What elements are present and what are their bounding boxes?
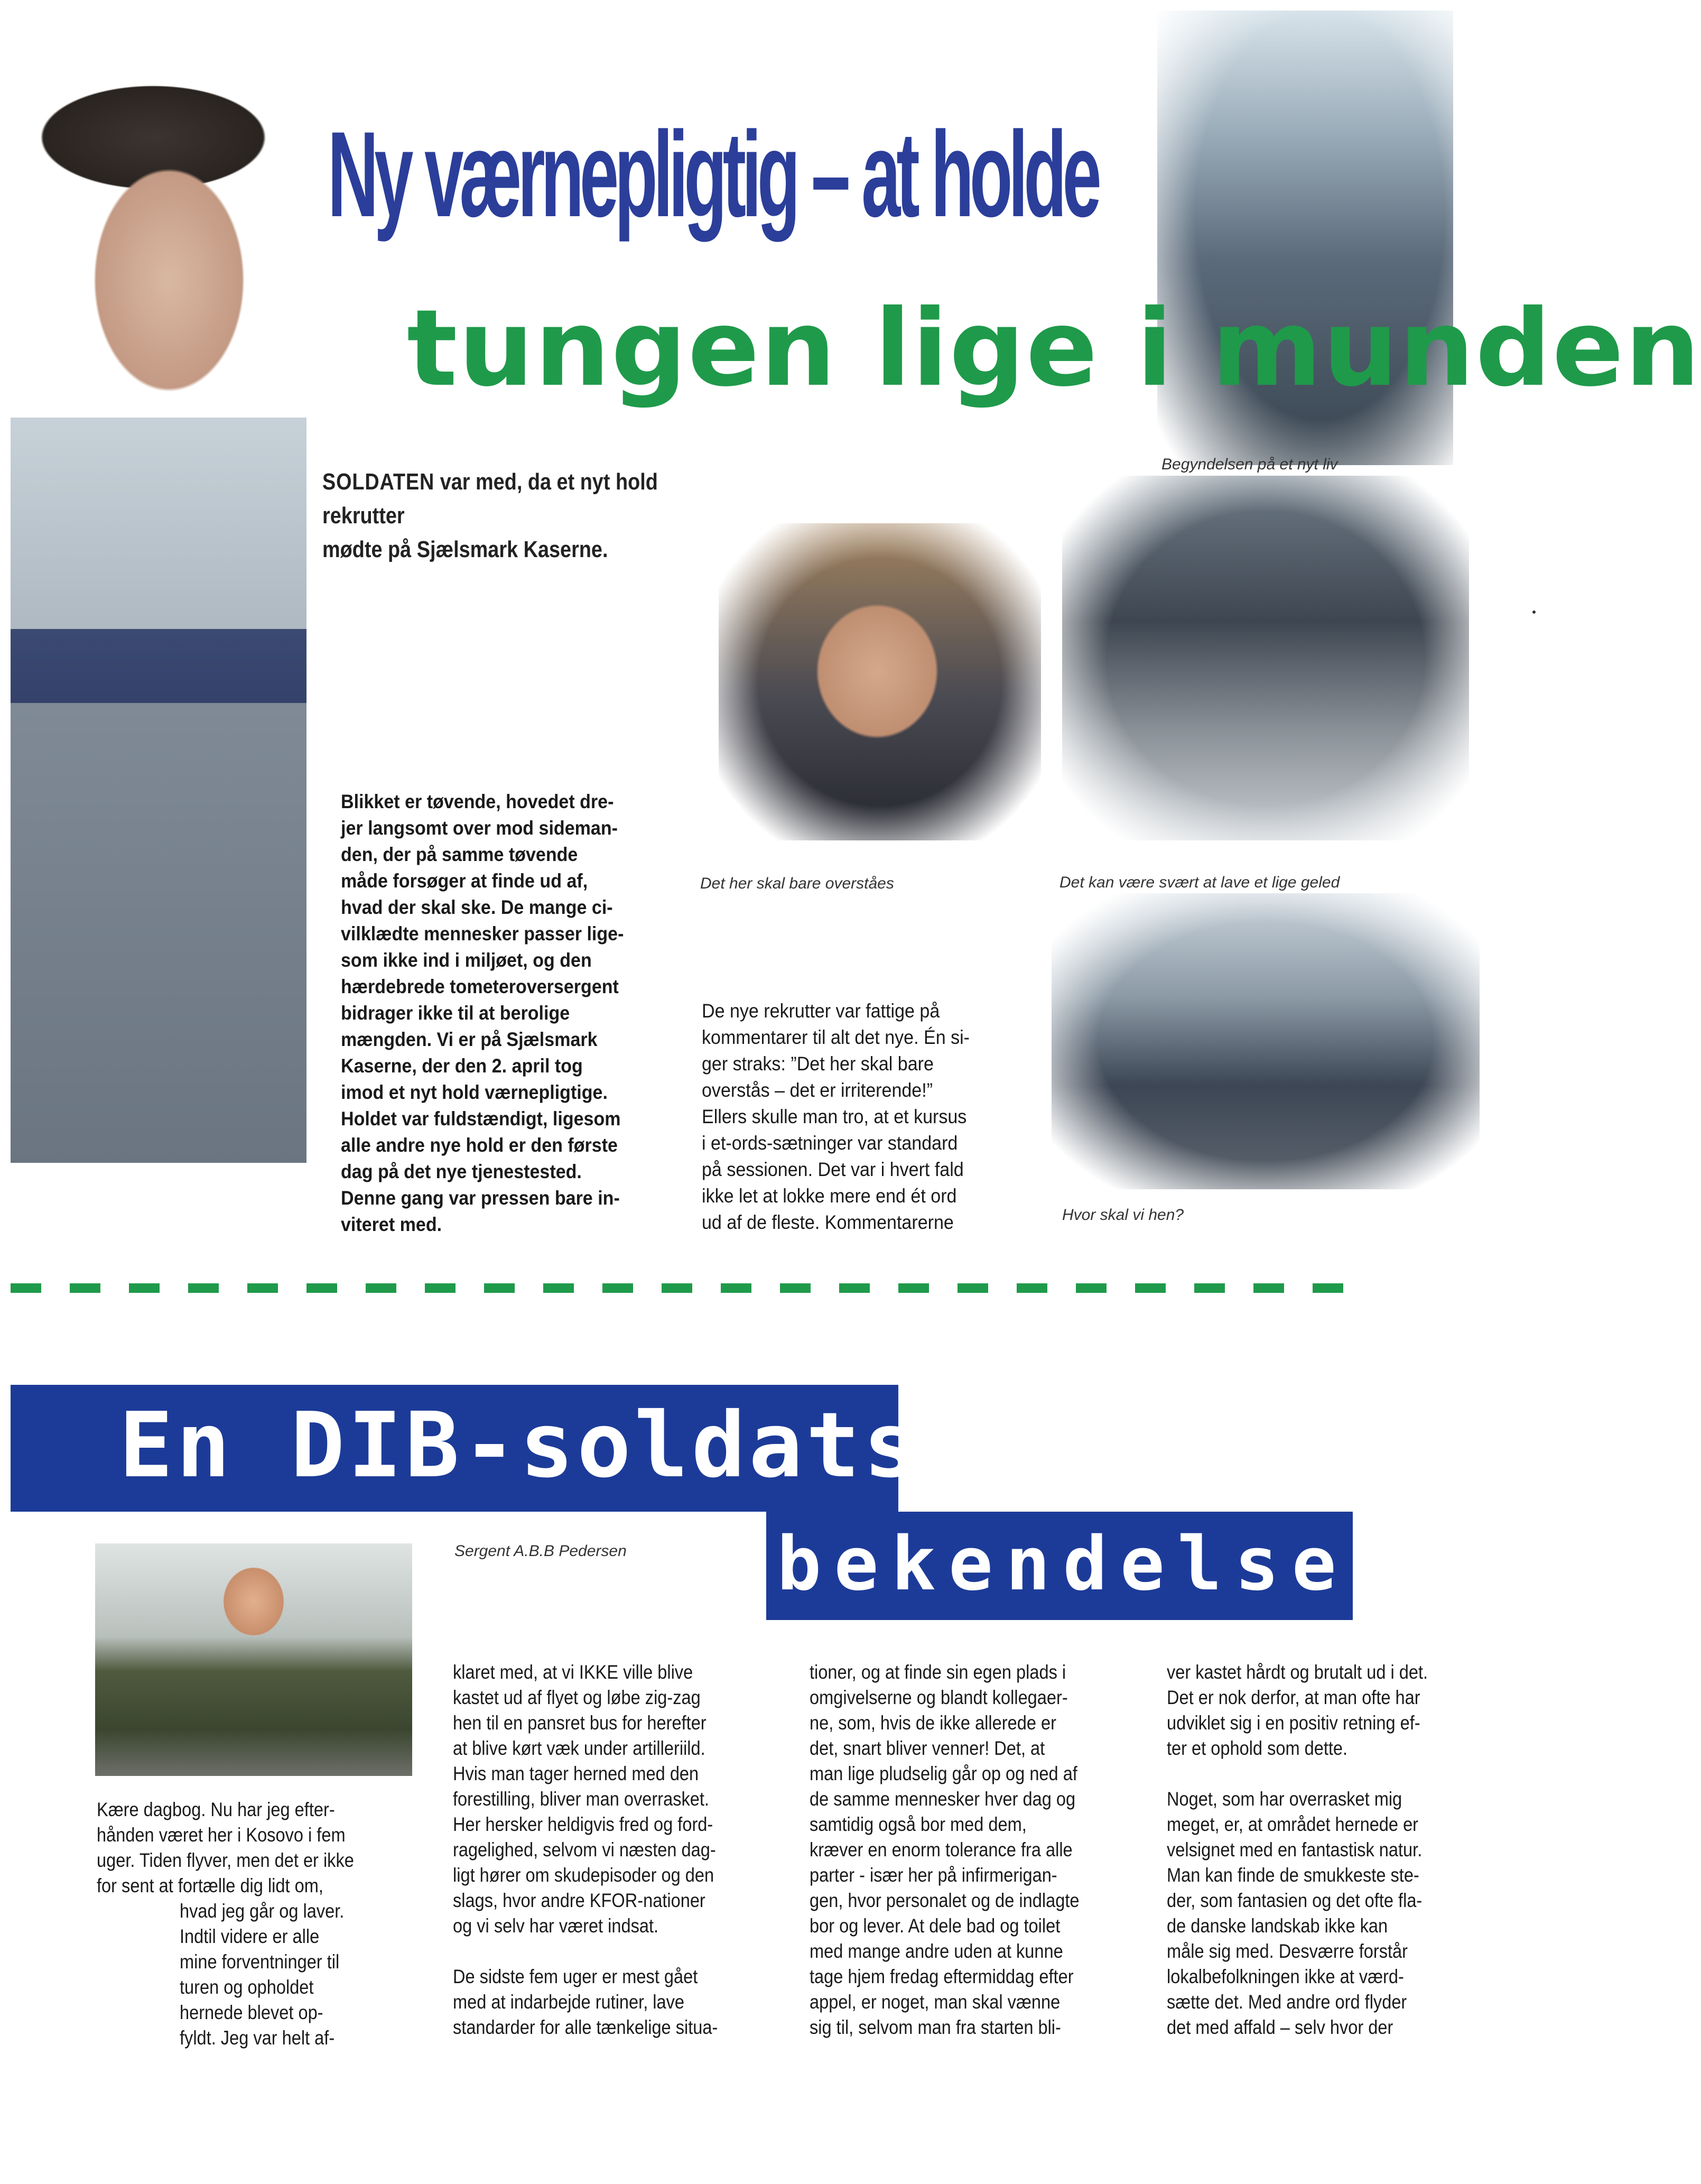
article2-col2: klaret med, at vi IKKE ville blive kastet ud af flyet og løbe zig-zag hen til en pansret bus for herefter at blive kørt væk under artilleriild. Hvis man tager herned med den forestilling, bliver man overrasket. Her hersker heldigvis fred og ford- ragelighed, selvom vi næsten dag- ligt hører om skudepisoder og den slags, hvor andre KFOR-nationer og vi selv har været indsat. De sidste fem uger er mest gået med at indarbejde rutiner, lave standarder for alle tænkelige situa- — [453, 1661, 718, 2038]
article2-col1-indented: hvad jeg går og laver. Indtil videre er alle mine forventninger til turen og opholdet hernede blevet op- fyldt. Jeg var helt af- — [180, 1900, 345, 2049]
kicker-brand: SOLDATEN — [322, 469, 435, 495]
article-kicker — [322, 465, 731, 567]
article2-col3: tioner, og at finde sin egen plads i omgivelserne og blandt kollegaer- ne, som, hvis de ikke allerede er det, snart bliver venner! Det, at man lige pludselig går op og ned af de samme mennesker hver dag og samtidig også bor med dem, kræver en enorm tolerance fra alle parter - især her på infirmerigan- gen, hvor personalet og de indlagte bor og lever. At dele bad og toilet med mange andre uden at kunne tage hjem fredag eftermiddag efter appel, er noget, man skal vænne sig til, selvom man fra starten bli- — [810, 1661, 1080, 2038]
article2-byline: Sergent A.B.B Pedersen — [454, 1542, 627, 1560]
photo-recruits-shoes-line — [1062, 476, 1469, 840]
photo-soldier-at-table — [95, 1543, 412, 1776]
caption-top-right: Begyndelsen på et nyt liv — [1161, 456, 1338, 473]
scan-speck — [1532, 610, 1536, 614]
kicker-text: var med, da et nyt hold rekrutter — [322, 469, 658, 529]
headline-line2: tungen lige i munden — [407, 287, 1701, 410]
caption-group: Hvor skal vi hen? — [1062, 1206, 1184, 1224]
article2-title-line2: bekendelser — [777, 1521, 1407, 1607]
article2-col1: Kære dagbog. Nu har jeg efter- hånden været her i Kosovo i fem uger. Tiden flyver, men det er ikke for sent at fortælle dig lidt om, — [97, 1799, 354, 1896]
caption-face: Det her skal bare overståes — [700, 875, 894, 892]
article2-title-line1: En DIB-soldats — [119, 1393, 921, 1498]
photo-recruits-group — [1052, 893, 1480, 1189]
caption-shoes: Det kan være svært at lave et lige geled — [1059, 874, 1340, 891]
article1-body: De nye rekrutter var fattige på kommentarer til alt det nye. Én si- ger straks: ”Det her skal bare overstås – det er irriterende!” Ellers skulle man tro, at et kursus i et-ords-sætninger var standard på sessionen. Det var i hvert fald ikke let at lokke mere end ét ord ud af de fleste. Kommentarerne — [702, 1000, 970, 1233]
article1-intro: Blikket er tøvende, hovedet dre- jer langsomt over mod sideman- den, der på samme tøvende måde forsøger at finde ud af, hvad der skal ske. De mange ci- vilklædte mennesker passer lige- som ikke ind i miljøet, og den hærdebrede tometeroversergent bidrager ikke til at berolige mængden. Vi er på Sjælsmark Kaserne, der den 2. april tog imod et nyt hold værnepligtige. Holdet var fuldstændigt, ligesom alle andre nye hold er den første dag på det nye tjenestested. Denne gang var pressen bare in- viteret med. — [341, 791, 624, 1235]
photo-recruit-face — [719, 523, 1041, 840]
headline-line1: Ny værnepligtig – at holde — [328, 106, 1098, 242]
article2-col4: ver kastet hårdt og brutalt ud i det. Det er nok derfor, at man ofte har udviklet sig i en positiv retning ef- ter et ophold som dette. Noget, som har overrasket mig meget, er, at området hernede er velsignet med en fantastisk natur. Man kan finde de smukkeste ste- der, som fantasien og det ofte fla- de danske landskab ikke kan måle sig med. Desværre forstår lokalbefolkningen ikke at værd- sætte det. Med andre ord flyder det med affald – selv hvor der — [1167, 1661, 1428, 2038]
dashed-divider — [11, 1283, 1363, 1293]
portrait-photo-recruit — [11, 48, 306, 1163]
kicker-text-line2: mødte på Sjælsmark Kaserne. — [322, 536, 608, 562]
